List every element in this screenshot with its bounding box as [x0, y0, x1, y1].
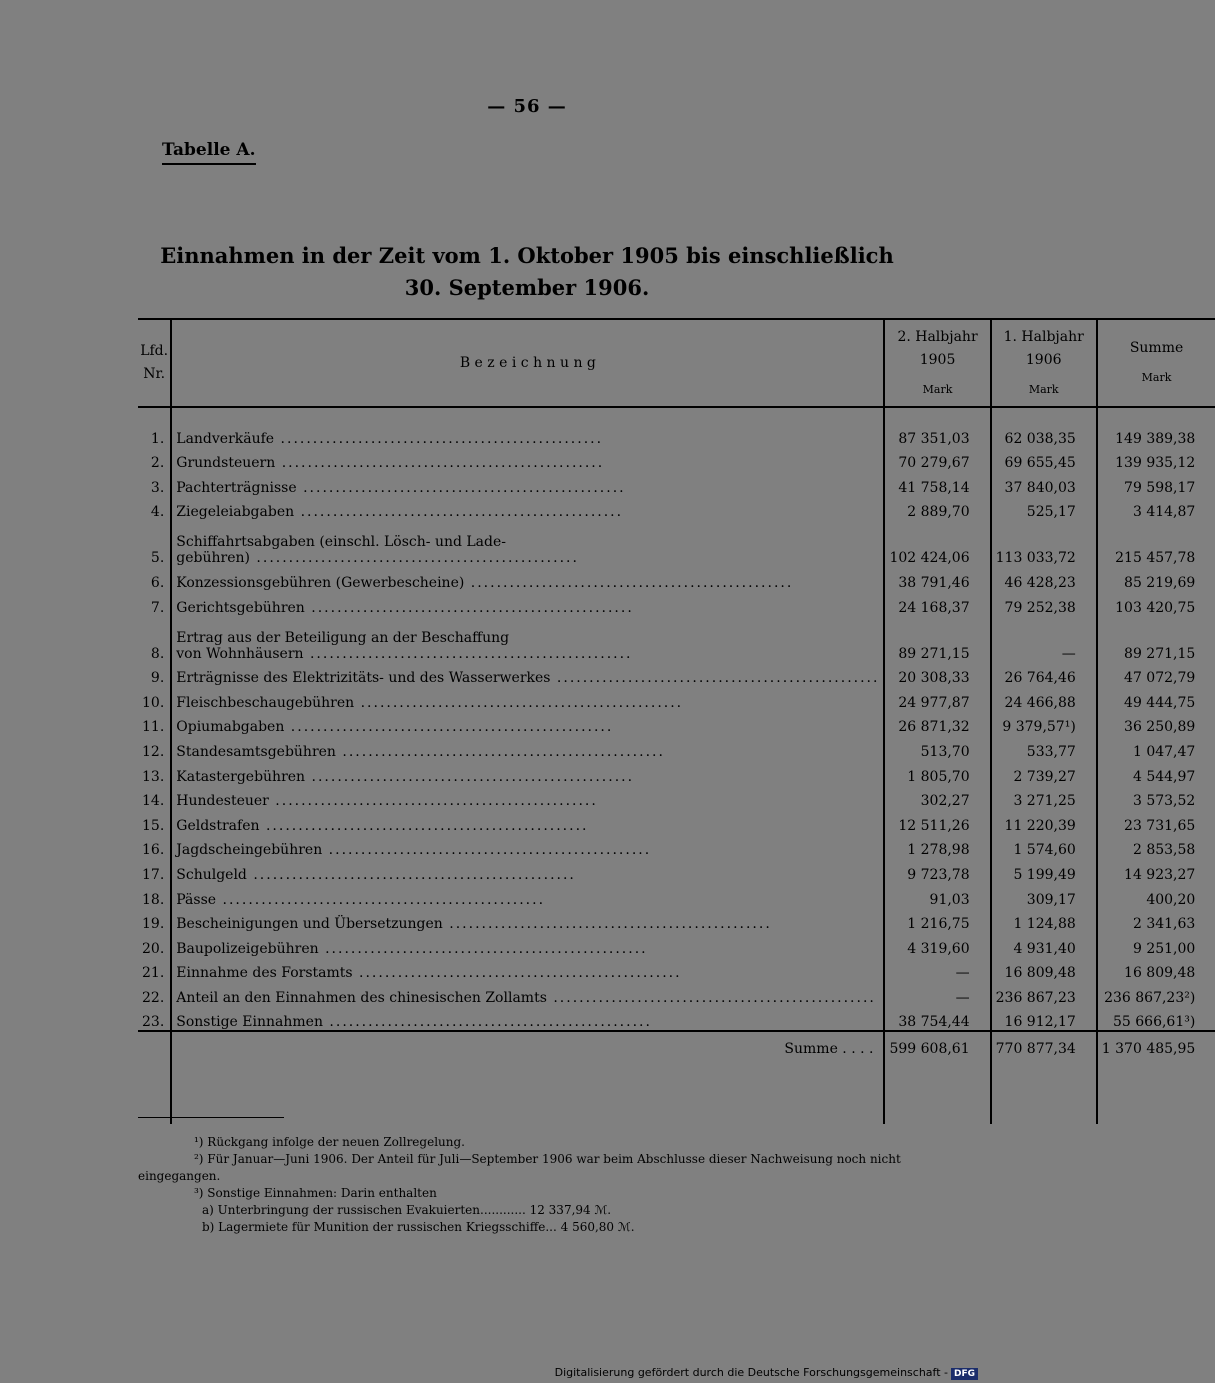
leader-dots: .................................................. — [318, 940, 648, 957]
row-nr: 17. — [142, 866, 165, 883]
footnote-3: ³) Sonstige Einnahmen: Darin enthalten — [194, 1186, 437, 1200]
row-value-summe: 14 923,27 — [1097, 858, 1215, 883]
row-value-summe: 9 251,00 — [1097, 932, 1215, 957]
leader-dots: .................................................. — [352, 965, 682, 982]
row-nr: 7. — [150, 599, 165, 616]
row-value-summe: 103 420,75 — [1097, 591, 1215, 616]
tail-cell — [1097, 1066, 1215, 1124]
table-row — [138, 422, 1215, 447]
header-unit-b: Mark — [1028, 382, 1059, 396]
row-bezeichnung — [171, 883, 884, 908]
row-bezeichnung-text: Fleischbeschaugebühren — [176, 694, 355, 711]
row-value-summe: 4 544,97 — [1097, 760, 1215, 785]
row-value-h2-1905: 70 279,67 — [884, 447, 990, 472]
header-unit-a: Mark — [922, 382, 953, 396]
row-bezeichnung-text: Jagdscheingebühren — [176, 842, 323, 859]
row-value-h1-1906: 37 840,03 — [991, 471, 1097, 496]
row-bezeichnung-text: Gerichtsgebühren — [176, 599, 305, 616]
row-bezeichnung — [171, 447, 884, 472]
table-row — [138, 981, 1215, 1006]
row-value-h2-1905: 102 424,06 — [884, 520, 990, 566]
header-bezeichnung — [171, 319, 884, 407]
row-bezeichnung-text: Konzessionsgebühren (Gewerbescheine) — [176, 574, 465, 591]
row-value-summe: 79 598,17 — [1097, 471, 1215, 496]
leader-dots: .................................................. — [296, 479, 626, 496]
header-bezeichnung-label: B e z e i c h n u n g — [459, 354, 596, 371]
leader-dots: .................................................. — [259, 817, 589, 834]
table-row — [138, 858, 1215, 883]
row-bezeichnung-text-2: gebühren) — [176, 550, 250, 567]
row-bezeichnung — [171, 711, 884, 736]
row-bezeichnung — [171, 858, 884, 883]
row-bezeichnung — [171, 1006, 884, 1032]
row-value-h1-1906: — — [991, 616, 1097, 662]
table-row — [138, 662, 1215, 687]
row-value-summe: 139 935,12 — [1097, 447, 1215, 472]
table-row — [138, 785, 1215, 810]
sum-row — [138, 1031, 1215, 1066]
row-value-h1-1906: 79 252,38 — [991, 591, 1097, 616]
row-value-h2-1905: 4 319,60 — [884, 932, 990, 957]
header-summe — [1097, 319, 1215, 407]
row-value-summe: 149 389,38 — [1097, 422, 1215, 447]
table-row — [138, 760, 1215, 785]
row-nr: 4. — [150, 504, 165, 521]
leader-dots: .................................................. — [268, 793, 598, 810]
row-value-summe: 400,20 — [1097, 883, 1215, 908]
title-line-2: 30. September 1906. — [404, 275, 650, 300]
row-value-h2-1905: 9 723,78 — [884, 858, 990, 883]
table-row — [138, 809, 1215, 834]
row-value-h1-1906: 3 271,25 — [991, 785, 1097, 810]
row-bezeichnung-text: Sonstige Einnahmen — [176, 1014, 323, 1031]
row-bezeichnung — [171, 760, 884, 785]
sum-value-summe: 1 370 485,95 — [1097, 1031, 1215, 1066]
row-bezeichnung — [171, 616, 884, 662]
header-nr-label: Lfd. Nr. — [140, 343, 169, 382]
table-row — [138, 711, 1215, 736]
row-value-summe: 49 444,75 — [1097, 686, 1215, 711]
row-nr: 8. — [150, 645, 165, 662]
table-row — [138, 957, 1215, 982]
row-value-h2-1905: 513,70 — [884, 735, 990, 760]
title-line-1: Einnahmen in der Zeit vom 1. Oktober 1905 bis einschließlich — [160, 243, 894, 268]
table-row — [138, 883, 1215, 908]
row-bezeichnung — [171, 981, 884, 1006]
leader-dots: .................................................. — [322, 842, 652, 859]
row-value-h2-1905: 26 871,32 — [884, 711, 990, 736]
header-nr — [138, 319, 171, 407]
row-nr: 21. — [142, 965, 165, 982]
table-row — [138, 834, 1215, 859]
credit-line — [555, 1366, 978, 1380]
leader-dots: .................................................. — [335, 743, 665, 760]
leader-dots: .................................................. — [442, 916, 772, 933]
sum-nr — [138, 1031, 171, 1066]
table-row — [138, 566, 1215, 591]
row-value-h2-1905: 1 805,70 — [884, 760, 990, 785]
credit-text: Digitalisierung gefördert durch die Deutsche Forschungsgemeinschaft - — [554, 1366, 948, 1379]
row-value-summe: 16 809,48 — [1097, 957, 1215, 982]
row-nr: 10. — [142, 694, 165, 711]
row-value-summe: 23 731,65 — [1097, 809, 1215, 834]
row-value-summe: 47 072,79 — [1097, 662, 1215, 687]
row-value-h1-1906: 1 574,60 — [991, 834, 1097, 859]
row-value-h1-1906: 2 739,27 — [991, 760, 1097, 785]
leader-dots: .................................................. — [464, 574, 794, 591]
row-bezeichnung-text: Schulgeld — [176, 866, 247, 883]
row-bezeichnung-text: Pachterträgnisse — [176, 479, 297, 496]
row-value-h2-1905: 38 754,44 — [884, 1006, 990, 1032]
leader-dots: .................................................. — [216, 891, 546, 908]
row-nr: 2. — [150, 455, 165, 472]
row-bezeichnung — [171, 809, 884, 834]
tail-cell — [884, 1066, 990, 1124]
row-value-h1-1906: 4 931,40 — [991, 932, 1097, 957]
row-value-h2-1905: 87 351,03 — [884, 422, 990, 447]
row-bezeichnung-text: Ertrag aus der Beteiligung an der Beschaffung — [176, 629, 510, 646]
footnote-1: ¹) Rückgang infolge der neuen Zollregelung. — [194, 1135, 465, 1149]
row-nr: 23. — [142, 1014, 165, 1031]
row-value-h2-1905: — — [884, 957, 990, 982]
row-value-h1-1906: 533,77 — [991, 735, 1097, 760]
spacer-row — [138, 407, 1215, 422]
row-value-h2-1905: 302,27 — [884, 785, 990, 810]
row-bezeichnung-text-2: von Wohnhäusern — [176, 645, 304, 662]
leader-dots: .................................................. — [322, 1014, 652, 1031]
tail-cell — [991, 1066, 1097, 1124]
table-header-row — [138, 319, 1215, 407]
row-value-h1-1906: 309,17 — [991, 883, 1097, 908]
row-bezeichnung-text: Geldstrafen — [176, 817, 260, 834]
row-bezeichnung — [171, 591, 884, 616]
header-h1-1906-label: 1. Halbjahr 1906 — [1003, 328, 1084, 368]
header-h1-1906 — [991, 319, 1097, 407]
tail-row — [138, 1066, 1215, 1124]
table-row — [138, 520, 1215, 566]
row-bezeichnung — [171, 834, 884, 859]
row-nr: 16. — [142, 842, 165, 859]
row-value-summe: 2 341,63 — [1097, 908, 1215, 933]
row-nr: 3. — [150, 479, 165, 496]
row-bezeichnung-text: Standesamtsgebühren — [176, 743, 336, 760]
row-nr: 9. — [150, 670, 165, 687]
row-bezeichnung — [171, 908, 884, 933]
row-bezeichnung-text: Baupolizeigebühren — [176, 940, 319, 957]
table-row — [138, 735, 1215, 760]
table-row — [138, 447, 1215, 472]
row-bezeichnung — [171, 422, 884, 447]
row-value-summe: 3 414,87 — [1097, 496, 1215, 521]
row-value-h1-1906: 1 124,88 — [991, 908, 1097, 933]
table-row — [138, 591, 1215, 616]
row-nr: 14. — [142, 793, 165, 810]
row-bezeichnung-text: Katastergebühren — [176, 768, 306, 785]
tail-cell — [138, 1066, 171, 1124]
row-nr: 1. — [150, 430, 165, 447]
row-bezeichnung-text: Schiffahrtsabgaben (einschl. Lösch- und Lade- — [176, 534, 507, 551]
row-nr: 5. — [150, 550, 165, 567]
table-row — [138, 471, 1215, 496]
footnote-2: ²) Für Januar—Juni 1906. Der Anteil für Juli—September 1906 war beim Abschlusse dieser Nachweisung noch nicht — [194, 1152, 901, 1166]
row-value-h2-1905: 89 271,15 — [884, 616, 990, 662]
row-value-h2-1905: 41 758,14 — [884, 471, 990, 496]
row-nr: 11. — [142, 719, 165, 736]
row-value-h1-1906: 5 199,49 — [991, 858, 1097, 883]
row-nr: 6. — [150, 574, 165, 591]
row-value-h1-1906: 16 809,48 — [991, 957, 1097, 982]
table-row — [138, 932, 1215, 957]
sum-label: Summe . . . . — [171, 1031, 884, 1066]
table-row — [138, 686, 1215, 711]
header-h2-1905-label: 2. Halbjahr 1905 — [897, 328, 978, 368]
row-nr: 22. — [142, 989, 165, 1006]
revenue-table — [138, 318, 1215, 1124]
row-value-h2-1905: 24 977,87 — [884, 686, 990, 711]
row-bezeichnung-text: Hundesteuer — [176, 793, 269, 810]
page-number: — 56 — — [487, 96, 567, 117]
row-value-summe: 3 573,52 — [1097, 785, 1215, 810]
row-value-summe: 215 457,78 — [1097, 520, 1215, 566]
row-value-h2-1905: 24 168,37 — [884, 591, 990, 616]
footnotes — [138, 1134, 914, 1236]
row-bezeichnung-text: Grundsteuern — [176, 455, 276, 472]
leader-dots: .................................................. — [303, 645, 633, 662]
leader-dots: .................................................. — [546, 989, 876, 1006]
row-value-h1-1906: 16 912,17 — [991, 1006, 1097, 1032]
row-bezeichnung-text: Landverkäufe — [176, 430, 275, 447]
row-bezeichnung — [171, 686, 884, 711]
row-bezeichnung — [171, 520, 884, 566]
page-title — [0, 240, 1054, 304]
table-row — [138, 496, 1215, 521]
row-value-h2-1905: — — [884, 981, 990, 1006]
leader-dots: .................................................. — [550, 670, 880, 687]
leader-dots: .................................................. — [294, 504, 624, 521]
footnote-rule — [138, 1117, 284, 1118]
footnote-3a: a) Unterbringung der russischen Evakuierten............ 12 337,94 ℳ. — [202, 1203, 612, 1217]
row-value-h1-1906: 9 379,57¹) — [991, 711, 1097, 736]
row-bezeichnung-text: Bescheinigungen und Übersetzungen — [176, 916, 443, 933]
leader-dots: .................................................. — [274, 430, 604, 447]
row-value-h2-1905: 1 278,98 — [884, 834, 990, 859]
leader-dots: .................................................. — [284, 719, 614, 736]
row-bezeichnung — [171, 932, 884, 957]
row-value-h1-1906: 46 428,23 — [991, 566, 1097, 591]
row-value-h2-1905: 38 791,46 — [884, 566, 990, 591]
header-summe-label: Summe — [1129, 340, 1184, 356]
sum-value-h2-1905: 599 608,61 — [884, 1031, 990, 1066]
row-value-summe: 2 853,58 — [1097, 834, 1215, 859]
row-bezeichnung — [171, 735, 884, 760]
row-value-h2-1905: 20 308,33 — [884, 662, 990, 687]
row-value-h1-1906: 69 655,45 — [991, 447, 1097, 472]
header-h2-1905 — [884, 319, 990, 407]
row-nr: 12. — [142, 743, 165, 760]
row-value-h2-1905: 12 511,26 — [884, 809, 990, 834]
row-nr: 13. — [142, 768, 165, 785]
leader-dots: .................................................. — [305, 768, 635, 785]
table-label: Tabelle A. — [162, 140, 256, 165]
header-unit-s: Mark — [1141, 371, 1172, 384]
leader-dots: .................................................. — [275, 455, 605, 472]
row-bezeichnung — [171, 566, 884, 591]
leader-dots: .................................................. — [246, 866, 576, 883]
row-bezeichnung-text: Opiumabgaben — [176, 719, 285, 736]
row-value-h2-1905: 2 889,70 — [884, 496, 990, 521]
row-bezeichnung-text: Ziegeleiabgaben — [176, 504, 295, 521]
row-nr: 19. — [142, 916, 165, 933]
leader-dots: .................................................. — [354, 694, 684, 711]
row-value-h1-1906: 62 038,35 — [991, 422, 1097, 447]
table-body — [138, 407, 1215, 1124]
row-nr: 18. — [142, 891, 165, 908]
tail-cell — [171, 1066, 884, 1124]
row-value-h1-1906: 26 764,46 — [991, 662, 1097, 687]
row-value-summe: 36 250,89 — [1097, 711, 1215, 736]
dfg-logo: DFG — [951, 1368, 978, 1380]
footnote-2-cont: eingegangen. — [138, 1169, 221, 1183]
row-value-h2-1905: 91,03 — [884, 883, 990, 908]
table-row — [138, 616, 1215, 662]
row-value-h1-1906: 24 466,88 — [991, 686, 1097, 711]
row-value-h1-1906: 113 033,72 — [991, 520, 1097, 566]
sum-value-h1-1906: 770 877,34 — [991, 1031, 1097, 1066]
row-value-h2-1905: 1 216,75 — [884, 908, 990, 933]
row-bezeichnung — [171, 957, 884, 982]
row-bezeichnung — [171, 785, 884, 810]
row-value-h1-1906: 11 220,39 — [991, 809, 1097, 834]
row-value-summe: 236 867,23²) — [1097, 981, 1215, 1006]
row-value-summe: 85 219,69 — [1097, 566, 1215, 591]
row-bezeichnung-text: Anteil an den Einnahmen des chinesischen Zollamts — [176, 989, 547, 1006]
row-nr: 20. — [142, 940, 165, 957]
footnote-3b: b) Lagermiete für Munition der russischen Kriegsschiffe... 4 560,80 ℳ. — [202, 1220, 635, 1234]
row-bezeichnung-text: Erträgnisse des Elektrizitäts- und des Wasserwerkes — [176, 670, 551, 687]
row-nr: 15. — [142, 817, 165, 834]
row-bezeichnung — [171, 662, 884, 687]
leader-dots: .................................................. — [304, 599, 634, 616]
row-bezeichnung — [171, 471, 884, 496]
row-value-h1-1906: 236 867,23 — [991, 981, 1097, 1006]
row-value-summe: 1 047,47 — [1097, 735, 1215, 760]
row-value-summe: 89 271,15 — [1097, 616, 1215, 662]
row-bezeichnung — [171, 496, 884, 521]
leader-dots: .................................................. — [249, 550, 579, 567]
row-value-summe: 55 666,61³) — [1097, 1006, 1215, 1032]
row-value-h1-1906: 525,17 — [991, 496, 1097, 521]
table-row — [138, 908, 1215, 933]
table-row — [138, 1006, 1215, 1032]
row-bezeichnung-text: Einnahme des Forstamts — [176, 965, 353, 982]
row-bezeichnung-text: Pässe — [176, 891, 217, 908]
